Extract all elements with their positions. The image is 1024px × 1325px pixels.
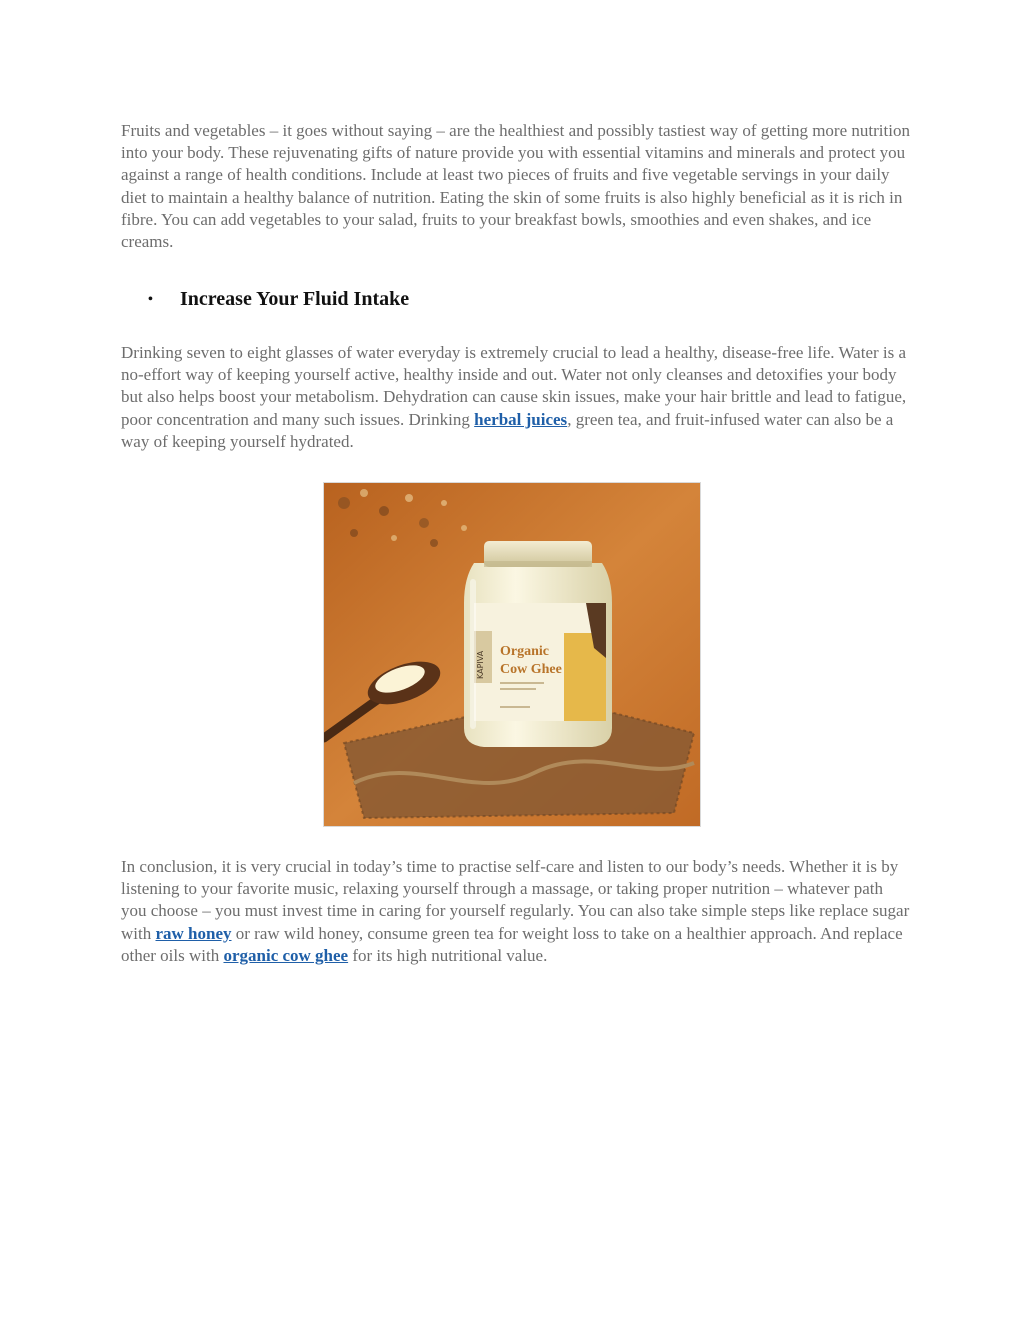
conclusion-paragraph	[121, 856, 911, 967]
herbal-juices-link[interactable]: herbal juices	[474, 409, 568, 429]
conclusion-text-1: In conclusion, it is very crucial in today’s time to practise self-care and listen to our body’s needs. Whether it is by listening to your favorite music, relaxing yourself through a massage, or taking proper nutrition – whatever path you choose – you must invest time in caring for yourself regularly. You can also take simple steps like replace sugar with	[121, 857, 910, 943]
fluid-text-before: Drinking seven to eight glasses of water everyday is extremely crucial to lead a healthy, disease-free life. Water is a no-effort way of keeping yourself active, healthy inside and out. Water not only cleanses and detoxifies your body but also helps boost your metabolism. Dehydration can cause skin issues, make your hair brittle and lead to fatigue, poor concentration and many such issues. Drinking	[121, 343, 907, 429]
fluid-paragraph	[121, 342, 911, 453]
fruits-paragraph: Fruits and vegetables – it goes without saying – are the healthiest and possibly tastiest way of getting more nutrition into your body. These rejuvenating gifts of nature provide you with essential vitamins and minerals and protect you against a range of health conditions. Include at least two pieces of fruits and five vegetable servings in your daily diet to maintain a healthy balance of nutrition. Eating the skin of some fruits is also highly beneficial as it is rich in fibre. You can add vegetables to your salad, fruits to your breakfast bowls, smoothies and even shakes, and ice creams.	[121, 121, 910, 252]
bullet-icon: •	[148, 292, 153, 307]
fluid-text-after: , green tea, and fruit-infused water can also be a way of keeping yourself hydrated.	[121, 409, 894, 451]
section-heading	[148, 286, 848, 313]
heading-text: Increase Your Fluid Intake	[180, 288, 410, 310]
ghee-jar-illustration	[324, 483, 701, 827]
conclusion-text-2: or raw wild honey, consume green tea for weight loss to take on a healthier approach. And replace other oils with	[121, 923, 903, 965]
product-label-line2: Cow Ghee	[500, 662, 562, 677]
raw-honey-link[interactable]: raw honey	[155, 923, 232, 943]
ghee-jar-photo	[323, 482, 701, 827]
conclusion-text-3: for its high nutritional value.	[348, 945, 548, 965]
brand-label: KAPIVA	[476, 650, 485, 679]
organic-cow-ghee-link[interactable]: organic cow ghee	[223, 945, 349, 965]
product-label-line1: Organic	[500, 644, 549, 659]
